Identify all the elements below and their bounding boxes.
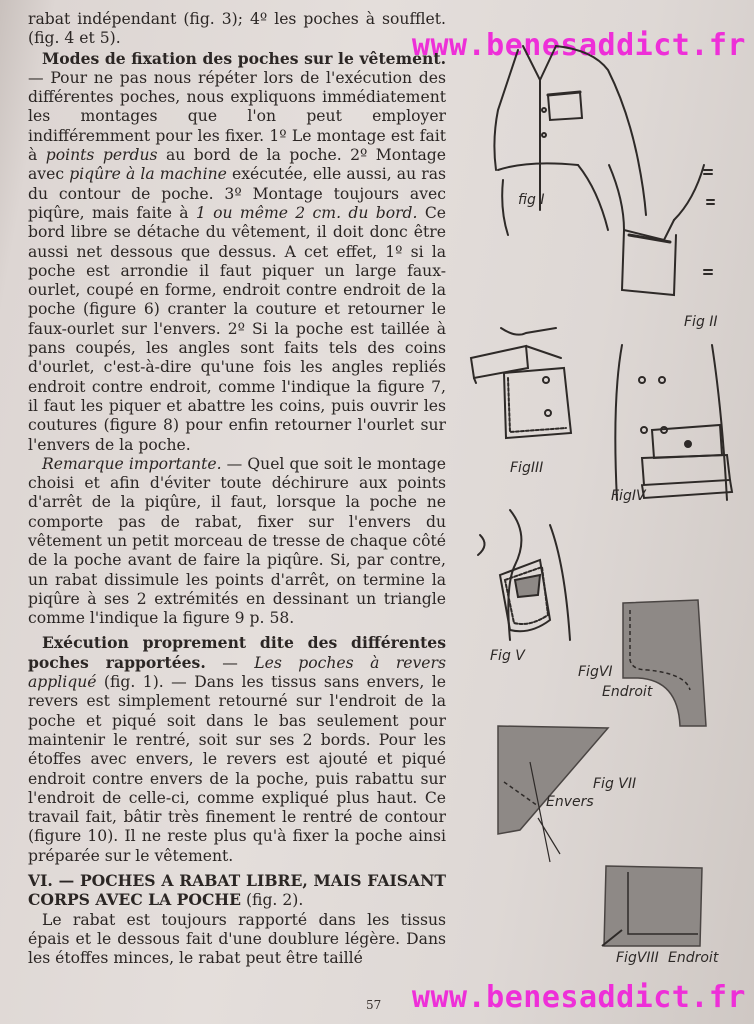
figure-3-label: FigIII: [510, 460, 544, 476]
figure-8-note: Endroit: [668, 950, 719, 966]
section-vi-title: VI. — POCHES A RABAT LIBRE, MAIS FAISANT CORPS AVEC LA POCHE: [28, 871, 446, 910]
watermark-top: www.benesaddict.fr: [411, 28, 746, 63]
figure-1-label: fig I: [518, 192, 545, 208]
figure-2-drawing: [604, 160, 744, 310]
section-vi-heading: [28, 871, 446, 911]
figure-8-label: FigVIII: [616, 950, 659, 966]
figure-4-drawing: [602, 340, 747, 510]
text-run: —: [205, 653, 255, 672]
text-run: (fig. 2).: [241, 891, 304, 910]
figure-6-label: FigVI: [578, 664, 613, 680]
watermark-bottom: www.benesaddict.fr: [411, 980, 746, 1015]
heading-execution: Exécution proprement dite des différentes poches rapportées.: [28, 632, 446, 672]
text-run: — Quel que soit le montage choisi et afin d'éviter toute déchirure aux points d'arrêt de la piqûre, il faut, lorsque la poche ne comporte pas de rabat, fixer sur l'envers du vêtement un petit morceau de tresse de chaque côté de la poche avant de faire la piqûre. Si, par contre, un rabat dissimule les points d'arrêt, on termine la piqûre à ses 2 extrémités en dessinant un triangle comme l'indique la figure 9 p. 58.: [28, 454, 447, 628]
paragraph-flap: Le rabat est toujours rapporté dans les tissus épais et le dessous fait d'une doublure légère. Dans les étoffes minces, le rabat peut être taillé: [28, 910, 446, 968]
figure-5-drawing: [470, 505, 590, 645]
text-run: Ce bord libre se détache du vêtement, il doit donc être aussi net dessous que dessus. A cet effet, 1º si la poche est arrondie il faut piquer un large faux-ourlet, coupé en forme, endroit contre endroit de la poche (figure 6) cranter la couture et retourner le faux-ourlet sur l'envers. 2º Si la poche est taillée à pans coupés, les angles sont faits tels des coins d'ourlet, c'est-à-dire qu'une fois les angles repliés endroit contre endroit, comme l'indique la figure 7, il faut les piquer et abattre les coins, puis ouvrir les coutures (figure 8) pour enfin retourner l'ourlet sur l'envers de la poche.: [28, 203, 446, 454]
italic-run: points perdus: [45, 146, 158, 165]
figure-7-label: Fig VII: [593, 776, 637, 792]
page-number: 57: [366, 998, 382, 1012]
paragraph-execution: [28, 633, 446, 867]
italic-run: Les poches à revers appliqué: [28, 653, 446, 692]
paragraph-important-note: [28, 455, 446, 629]
text-column: [28, 10, 446, 969]
italic-run: piqûre à la machine: [69, 165, 227, 184]
text-run: au bord de la poche. 2º Montage avec: [28, 146, 446, 184]
text-run: exécutée, elle aussi, au ras du contour de poche. 3º Montage toujours avec piqûre, mais faite à: [28, 165, 446, 222]
text-run: (fig. 1). — Dans les tissus sans envers, le revers est simplement retourné sur l'endroit de la poche et piqué soit dans le bas seulement pour maintenir le rentré, soit sur ses 2 bords. Pour les étoffes avec envers, le revers est ajouté et piqué endroit contre envers de la poche, puis rabattu sur l'endroit de celle-ci, comme expliqué plus haut. Ce travail fait, bâtir très finement le rentré de contour (figure 10). Il ne reste plus qu'à fixer la poche ainsi préparée sur le vêtement.: [28, 673, 446, 865]
heading-important-note: Remarque importante.: [42, 454, 222, 473]
heading-fixation-modes: Modes de fixation des poches sur le vêtement.: [42, 48, 446, 68]
figure-6-drawing: [618, 598, 718, 730]
paragraph-pocket-types: rabat indépendant (fig. 3); 4º les poches à soufflet. (fig. 4 et 5).: [28, 10, 446, 48]
figure-4-label: FigIV: [611, 488, 646, 504]
figure-3-drawing: [466, 318, 596, 468]
figure-2-label: Fig II: [684, 314, 718, 330]
figure-6-note: Endroit: [602, 684, 653, 700]
figure-8-drawing: [598, 862, 708, 952]
figure-7-note: Envers: [546, 794, 594, 810]
paragraph-fixation-modes: [28, 49, 446, 455]
figure-5-label: Fig V: [490, 648, 525, 664]
text-run: — Pour ne pas nous répéter lors de l'exécution des différentes poches, nous expliquons immédiatement les montages que l'on peut employer indifféremment pour les fixer. 1º Le montage est fait à: [28, 68, 446, 165]
italic-run: 1 ou même 2 cm. du bord.: [195, 203, 418, 222]
